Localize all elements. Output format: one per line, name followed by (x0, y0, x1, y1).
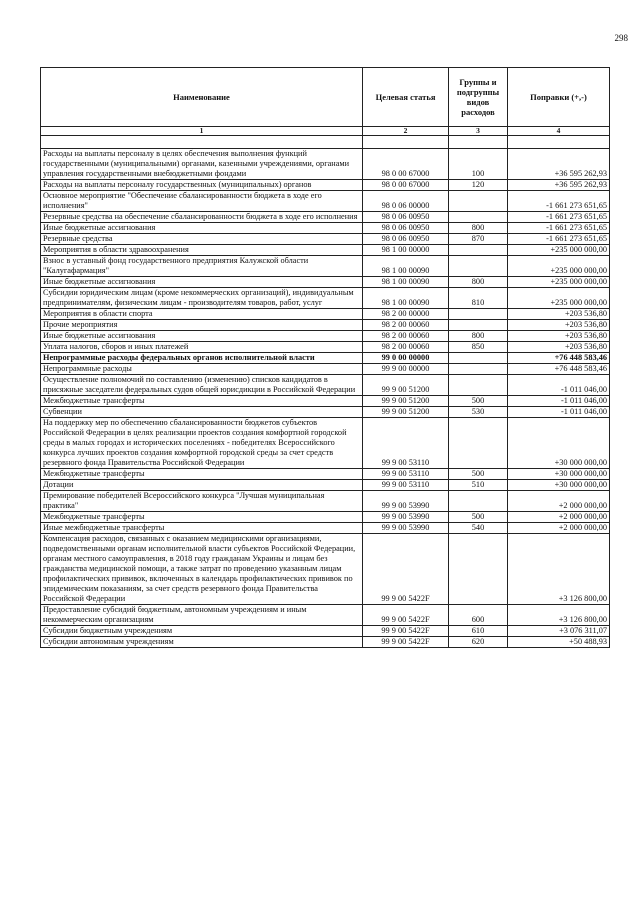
row-name: Непрограммные расходы (41, 364, 363, 375)
row-amount: +76 448 583,46 (508, 364, 610, 375)
row-group-code: 870 (449, 234, 508, 245)
row-target-code: 98 0 00 67000 (363, 180, 449, 191)
row-amount: -1 661 273 651,65 (508, 191, 610, 212)
row-target-code: 99 9 00 5422F (363, 534, 449, 605)
row-group-code (449, 491, 508, 512)
table-row (41, 480, 610, 491)
row-group-code (449, 191, 508, 212)
table-row (41, 407, 610, 418)
row-amount: +2 000 000,00 (508, 491, 610, 512)
row-amount: +30 000 000,00 (508, 480, 610, 491)
row-target-code: 98 2 00 00060 (363, 342, 449, 353)
row-amount: +50 488,93 (508, 637, 610, 648)
column-number-row (41, 127, 610, 136)
row-amount: +3 126 800,00 (508, 534, 610, 605)
row-name: Расходы на выплаты персоналу в целях обеспечения выполнения функций государственными (муниципальными) органами, казенными учреждениями, органами управления государственными внебюджетными фондами (41, 149, 363, 180)
header-target: Целевая статья (363, 68, 449, 127)
row-group-code: 100 (449, 149, 508, 180)
row-group-code: 850 (449, 342, 508, 353)
row-name: Уплата налогов, сборов и иных платежей (41, 342, 363, 353)
row-group-code: 800 (449, 277, 508, 288)
row-target-code: 98 0 06 00000 (363, 191, 449, 212)
row-amount: -1 011 046,00 (508, 407, 610, 418)
row-name: На поддержку мер по обеспечению сбалансированности бюджетов субъектов Российской Федерации в целях реализации проектов создания комфортной городской среды в малых городах и исторических поселениях - победителях Всероссийского конкурса лучших проектов создания комфортной городской среды за счет средств резервного фонда Правительства Российской Федерации (41, 418, 363, 469)
row-group-code (449, 375, 508, 396)
row-name: Субсидии бюджетным учреждениям (41, 626, 363, 637)
row-target-code: 98 0 06 00950 (363, 212, 449, 223)
column-number: 2 (363, 127, 449, 136)
row-group-code: 800 (449, 331, 508, 342)
table-row (41, 234, 610, 245)
row-group-code: 120 (449, 180, 508, 191)
row-amount: -1 661 273 651,65 (508, 212, 610, 223)
row-group-code (449, 534, 508, 605)
page-number: 298 (614, 33, 628, 43)
row-group-code: 600 (449, 605, 508, 626)
table-row (41, 180, 610, 191)
row-amount: +2 000 000,00 (508, 523, 610, 534)
row-target-code: 98 0 06 00950 (363, 234, 449, 245)
budget-amendments-table (40, 67, 610, 648)
row-amount: +3 126 800,00 (508, 605, 610, 626)
table-row (41, 418, 610, 469)
row-name: Премирование победителей Всероссийского конкурса "Лучшая муниципальная практика" (41, 491, 363, 512)
row-amount: +30 000 000,00 (508, 469, 610, 480)
table-row (41, 256, 610, 277)
table-row (41, 331, 610, 342)
table-row (41, 523, 610, 534)
row-group-code: 810 (449, 288, 508, 309)
row-target-code: 98 1 00 00090 (363, 288, 449, 309)
row-target-code: 99 9 00 53110 (363, 480, 449, 491)
row-amount: +76 448 583,46 (508, 353, 610, 364)
column-number: 4 (508, 127, 610, 136)
table-row (41, 149, 610, 180)
row-target-code: 98 0 06 00950 (363, 223, 449, 234)
table-row (41, 288, 610, 309)
table-row (41, 605, 610, 626)
table-body (41, 136, 610, 648)
row-name: Иные бюджетные ассигнования (41, 331, 363, 342)
row-amount: +235 000 000,00 (508, 256, 610, 277)
table-row (41, 491, 610, 512)
row-name: Резервные средства (41, 234, 363, 245)
table-row (41, 364, 610, 375)
row-target-code: 99 9 00 53110 (363, 418, 449, 469)
row-amount: +36 595 262,93 (508, 180, 610, 191)
row-amount: -1 661 273 651,65 (508, 234, 610, 245)
row-target-code: 98 1 00 00000 (363, 245, 449, 256)
header-groups: Группы и подгруппы видов расходов (449, 68, 508, 127)
row-target-code: 99 9 00 53990 (363, 523, 449, 534)
row-amount: +36 595 262,93 (508, 149, 610, 180)
row-name: Прочие мероприятия (41, 320, 363, 331)
row-target-code: 98 0 00 67000 (363, 149, 449, 180)
row-name: Дотации (41, 480, 363, 491)
row-target-code: 99 0 00 00000 (363, 353, 449, 364)
row-name: Резервные средства на обеспечение сбалансированности бюджета в ходе его исполнения (41, 212, 363, 223)
row-name: Осуществление полномочий по составлению (изменению) списков кандидатов в присяжные заседатели федеральных судов общей юрисдикции в Российской Федерации (41, 375, 363, 396)
row-target-code: 98 1 00 00090 (363, 277, 449, 288)
header-amendments: Поправки (+,-) (508, 68, 610, 127)
row-group-code (449, 353, 508, 364)
row-amount: +235 000 000,00 (508, 288, 610, 309)
row-amount: +203 536,80 (508, 309, 610, 320)
table-row (41, 212, 610, 223)
row-target-code: 98 1 00 00090 (363, 256, 449, 277)
row-name: Межбюджетные трансферты (41, 469, 363, 480)
row-name: Иные бюджетные ассигнования (41, 223, 363, 234)
table-row (41, 245, 610, 256)
budget-table-container (40, 67, 609, 648)
row-target-code: 99 9 00 51200 (363, 396, 449, 407)
row-amount: -1 011 046,00 (508, 396, 610, 407)
table-row (41, 342, 610, 353)
column-number: 1 (41, 127, 363, 136)
table-row (41, 309, 610, 320)
row-name: Непрограммные расходы федеральных органов исполнительной власти (41, 353, 363, 364)
row-name: Взнос в уставный фонд государственного предприятия Калужской области "Калугафармация" (41, 256, 363, 277)
table-row (41, 469, 610, 480)
row-amount: +235 000 000,00 (508, 277, 610, 288)
row-group-code: 500 (449, 512, 508, 523)
table-row (41, 375, 610, 396)
table-row (41, 191, 610, 212)
row-target-code: 98 2 00 00060 (363, 320, 449, 331)
table-row (41, 223, 610, 234)
row-amount: +203 536,80 (508, 320, 610, 331)
row-name: Иные межбюджетные трансферты (41, 523, 363, 534)
row-name: Субсидии автономным учреждениям (41, 637, 363, 648)
row-name: Субвенции (41, 407, 363, 418)
table-header-row (41, 68, 610, 127)
spacer-row (41, 136, 610, 149)
row-amount: +30 000 000,00 (508, 418, 610, 469)
row-amount: +2 000 000,00 (508, 512, 610, 523)
row-group-code (449, 418, 508, 469)
row-group-code (449, 364, 508, 375)
row-name: Субсидии юридическим лицам (кроме некоммерческих организаций), индивидуальным предпринимателям, физическим лицам - производителям товаров, работ, услуг (41, 288, 363, 309)
row-name: Мероприятия в области здравоохранения (41, 245, 363, 256)
row-amount: +3 076 311,07 (508, 626, 610, 637)
header-name: Наименование (41, 68, 363, 127)
row-target-code: 98 2 00 00000 (363, 309, 449, 320)
row-amount: -1 661 273 651,65 (508, 223, 610, 234)
row-group-code: 510 (449, 480, 508, 491)
table-row (41, 396, 610, 407)
row-name: Компенсация расходов, связанных с оказанием медицинскими организациями, подведомственными органам исполнительной власти субъектов Российской Федерации, органам местного самоуправления, в 2018 году гражданам Украины и лицам без гражданства медицинской помощи, а также затрат по проведению указанным лицам профилактических прививок, включенных в календарь профилактических прививок по эпидемическим показаниям, за счет средств резервного фонда Правительства Российской Федерации (41, 534, 363, 605)
row-group-code (449, 245, 508, 256)
row-name: Основное мероприятие "Обеспечение сбалансированности бюджета в ходе его исполнения" (41, 191, 363, 212)
row-group-code: 530 (449, 407, 508, 418)
row-name: Иные бюджетные ассигнования (41, 277, 363, 288)
row-group-code: 540 (449, 523, 508, 534)
row-group-code: 610 (449, 626, 508, 637)
row-amount: +203 536,80 (508, 342, 610, 353)
row-target-code: 99 9 00 00000 (363, 364, 449, 375)
row-group-code (449, 309, 508, 320)
row-group-code: 500 (449, 396, 508, 407)
table-row (41, 626, 610, 637)
column-number: 3 (449, 127, 508, 136)
row-group-code: 500 (449, 469, 508, 480)
table-row (41, 637, 610, 648)
row-group-code (449, 212, 508, 223)
row-target-code: 99 9 00 51200 (363, 375, 449, 396)
row-group-code (449, 256, 508, 277)
row-amount: +235 000 000,00 (508, 245, 610, 256)
table-row (41, 277, 610, 288)
row-target-code: 99 9 00 51200 (363, 407, 449, 418)
row-name: Предоставление субсидий бюджетным, автономным учреждениям и иным некоммерческим организациям (41, 605, 363, 626)
table-row (41, 320, 610, 331)
row-target-code: 98 2 00 00060 (363, 331, 449, 342)
table-row (41, 512, 610, 523)
row-target-code: 99 9 00 53990 (363, 512, 449, 523)
row-target-code: 99 9 00 5422F (363, 605, 449, 626)
row-name: Мероприятия в области спорта (41, 309, 363, 320)
row-amount: -1 011 046,00 (508, 375, 610, 396)
row-group-code: 800 (449, 223, 508, 234)
row-target-code: 99 9 00 5422F (363, 637, 449, 648)
row-target-code: 99 9 00 53990 (363, 491, 449, 512)
row-target-code: 99 9 00 5422F (363, 626, 449, 637)
row-name: Расходы на выплаты персоналу государственных (муниципальных) органов (41, 180, 363, 191)
row-target-code: 99 9 00 53110 (363, 469, 449, 480)
row-name: Межбюджетные трансферты (41, 396, 363, 407)
row-amount: +203 536,80 (508, 331, 610, 342)
row-name: Межбюджетные трансферты (41, 512, 363, 523)
table-row (41, 534, 610, 605)
row-group-code (449, 320, 508, 331)
table-row (41, 353, 610, 364)
row-group-code: 620 (449, 637, 508, 648)
